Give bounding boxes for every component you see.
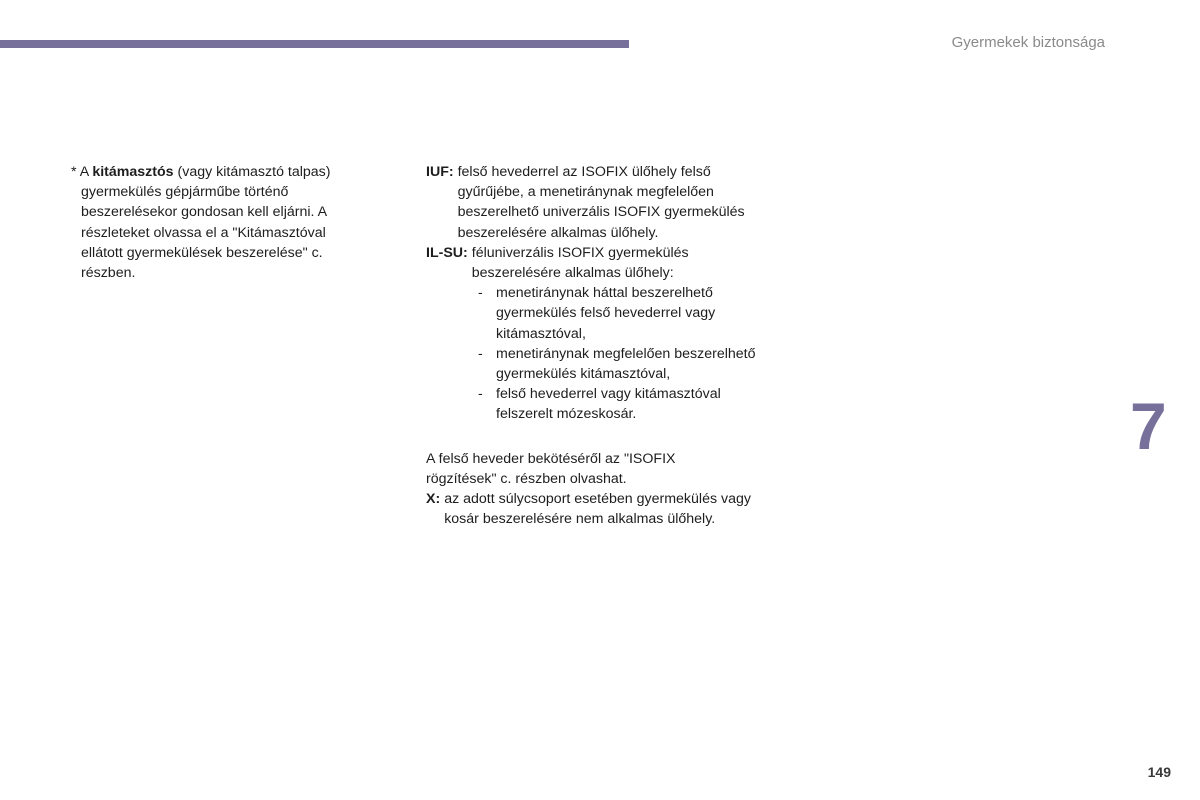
ilsu-text: féluniverzális ISOFIX gyermekülés beszerelésére alkalmas ülőhely: [471, 244, 689, 282]
ilsu-definition [426, 243, 756, 283]
x-text: az adott súlycsoport esetében gyermekülés vagy kosár beszerelésére nem alkalmas ülőhely. [444, 491, 751, 528]
header-accent-bar [0, 40, 629, 48]
left-column [71, 162, 371, 283]
dash: - [478, 285, 483, 302]
note-bold-term: kitámasztós [92, 164, 174, 180]
note-prefix: A [79, 164, 89, 180]
dash: - [478, 386, 483, 403]
ilsu-term: IL-SU: [426, 244, 468, 261]
right-column [426, 162, 756, 529]
ilsu-item [426, 344, 756, 384]
page-number: 149 [1147, 764, 1171, 780]
section-title: Gyermekek biztonsága [951, 34, 1105, 51]
iuf-text: felső hevederrel az ISOFIX ülőhely felső gyűrűjébe, a menetiránynak megfelelően beszerelhető univerzális ISOFIX gyermekülés beszerelésére alkalmas ülőhely. [457, 164, 745, 241]
ilsu-item [426, 283, 756, 344]
ilsu-item-text: menetiránynak megfelelően beszerelhető gyermekülés kitámasztóval, [496, 345, 756, 383]
chapter-number: 7 [1130, 389, 1167, 463]
iuf-definition [426, 162, 756, 243]
note-text: (vagy kitámasztó talpas) gyermekülés gépjárműbe történő beszerelésekor gondosan kell eljárni. A részleteket olvassa el a "Kitámasztóval ellátott gyermekülések beszerelése" c. részben. [81, 164, 331, 282]
dash: - [478, 345, 483, 362]
kitamaszto-note [71, 162, 371, 283]
note-marker: * [71, 164, 77, 180]
iuf-term: IUF: [426, 164, 454, 180]
strap-note: A felső heveder bekötéséről az "ISOFIX rögzítések" c. részben olvashat. [426, 450, 676, 487]
ilsu-item-text: menetiránynak háttal beszerelhető gyermekülés felső hevederrel vagy kitámasztóval, [496, 285, 716, 342]
ilsu-item [426, 384, 756, 424]
ilsu-item-text: felső hevederrel vagy kitámasztóval felszerelt mózeskosár. [496, 386, 721, 423]
x-term: X: [426, 491, 441, 508]
x-definition [426, 489, 756, 529]
